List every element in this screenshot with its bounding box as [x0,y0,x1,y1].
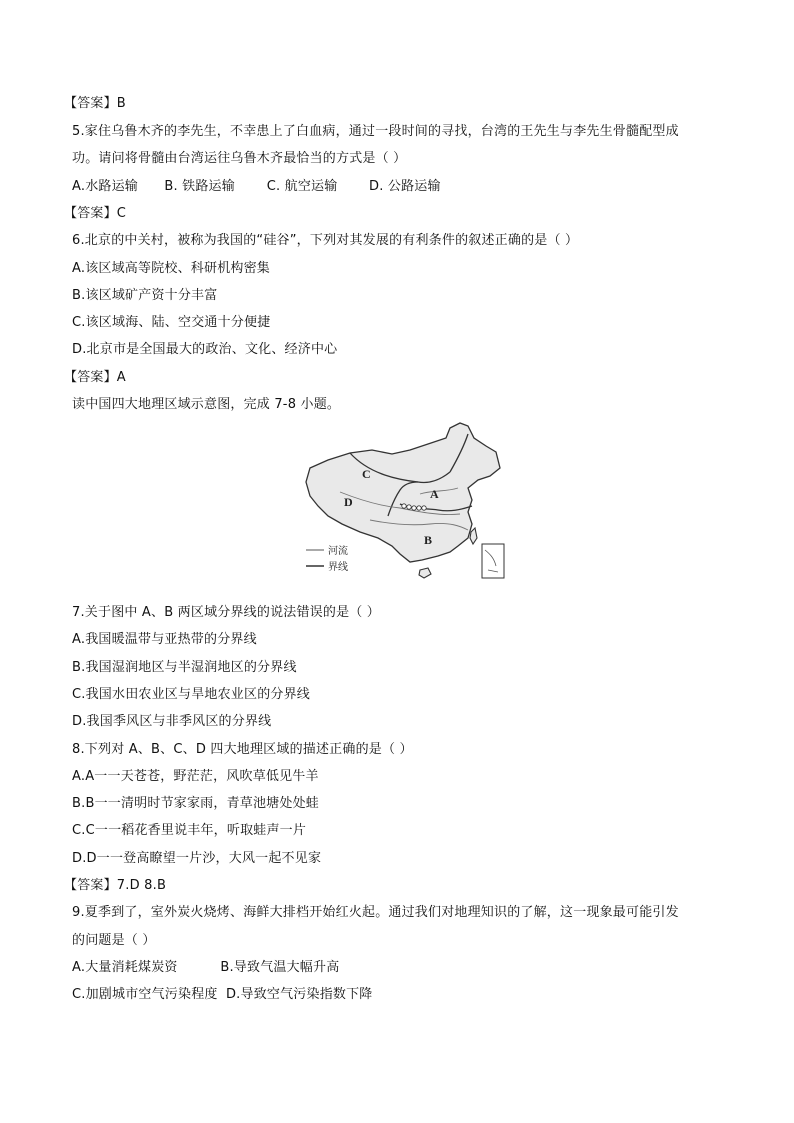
q6-option-b: B.该区域矿产资十分丰富 [72,288,218,303]
qinling-marker-3 [412,506,416,510]
q9-stem-line1: 9.夏季到了，室外炭火烧烤、海鲜大排档开始红火起。通过我们对地理知识的了解，这一现象最可能引发 [72,905,679,920]
map-label-b: B [424,533,433,547]
q9-options-row1 [72,958,339,978]
q9-option-d: D.导致空气污染指数下降 [225,987,373,1002]
taiwan-island [470,528,477,544]
answer-q5: 【答案】C [64,206,127,221]
q9-option-b: B.导致气温大幅升高 [220,960,340,975]
q7-option-d: D.我国季风区与非季风区的分界线 [72,714,272,729]
answer-q4: 【答案】B [64,96,126,111]
qinling-marker-2 [407,505,411,509]
q5-option-d: D. 公路运输 [369,179,441,194]
q8-option-c: C.C一一稻花香里说丰年，听取蛙声一片 [72,823,307,838]
q7-option-a: A.我国暖温带与亚热带的分界线 [72,632,257,647]
answer-q7-q8: 【答案】7.D 8.B [64,878,167,893]
q5-option-a: A.水路运输 [72,179,138,194]
q8-option-d: D.D一一登高瞭望一片沙，大风一起不见家 [72,851,322,866]
q9-stem-line2: 的问题是（ ） [72,933,156,948]
qinling-marker-1 [402,504,406,508]
q6-option-d: D.北京市是全国最大的政治、文化、经济中心 [72,342,338,357]
q9-option-c: C.加剧城市空气污染程度 [72,987,218,1002]
q8-option-b: B.B一一清明时节家家雨，青草池塘处处蛙 [72,796,319,811]
q9-option-a: A.大量消耗煤炭资 [72,960,178,975]
map-label-c: C [362,467,371,481]
map-label-a: A [430,487,439,501]
q9-options-row2 [72,985,373,1005]
q6-option-a: A.该区域高等院校、科研机构密集 [72,261,270,276]
q7-option-b: B.我国湿润地区与半湿润地区的分界线 [72,660,297,675]
legend-boundary-label: 界线 [328,562,348,573]
q7-option-c: C.我国水田农业区与旱地农业区的分界线 [72,687,311,702]
legend-river-label: 河流 [328,546,348,557]
q5-option-c: C. 航空运输 [266,179,338,194]
hainan-island [419,568,431,578]
intro-q7-8: 读中国四大地理区域示意图，完成 7-8 小题。 [72,397,341,412]
q5-stem-line1: 5.家住乌鲁木齐的李先生，不幸患上了白血病，通过一段时间的寻找，台湾的王先生与李先生骨髓配型成 [72,124,679,139]
q5-options [72,177,441,197]
q6-stem: 6.北京的中关村，被称为我国的“硅谷”，下列对其发展的有利条件的叙述正确的是（ ） [72,233,579,248]
map-label-d: D [344,495,353,509]
q6-option-c: C.该区域海、陆、空交通十分便捷 [72,315,271,330]
china-regions-map [300,420,520,590]
qinling-marker-5 [422,506,426,510]
answer-q6: 【答案】A [64,370,126,385]
south-china-sea-inset [482,544,504,578]
q5-option-b: B. 铁路运输 [164,179,235,194]
q8-stem: 8.下列对 A、B、C、D 四大地理区域的描述正确的是（ ） [72,742,413,757]
q7-stem: 7.关于图中 A、B 两区域分界线的说法错误的是（ ） [72,605,381,620]
q5-stem-line2: 功。请问将骨髓由台湾运往乌鲁木齐最恰当的方式是（ ） [72,151,407,166]
qinling-marker-4 [417,506,421,510]
china-outline [306,423,500,562]
q8-option-a: A.A一一天苍苍，野茫茫，风吹草低见牛羊 [72,769,319,784]
